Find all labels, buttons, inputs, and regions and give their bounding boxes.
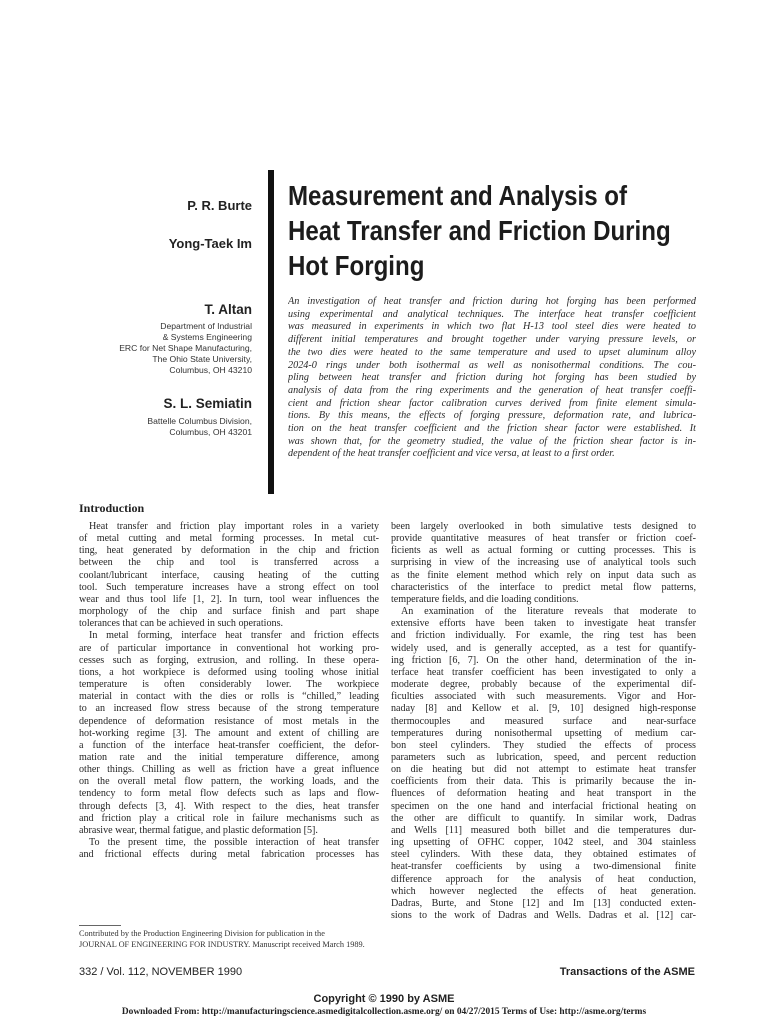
body-column-left [79,521,379,861]
body-line: through defects [3, 4]. With respect to the dies, heat transfer [79,800,379,812]
affiliation-line: Columbus, OH 43210 [169,365,252,375]
body-line: between the chip and tool is transferred across a [79,557,379,569]
body-line: ing friction [6, 7]. On the other hand, determination of the in- [391,654,696,666]
title-line: Measurement and Analysis of [288,180,628,211]
abstract-line: cient and friction shear factor calibration curves derived from finite element simula- [288,397,696,409]
body-line: dependence of deformation resistance of most metals in the [79,715,379,727]
body-line: ting, heat generated by deformation in the chip and friction [79,545,379,557]
author-im: Yong-Taek Im [168,236,252,251]
body-line: temperatures during nonisothermal upsetting of medium car- [391,727,696,739]
body-line: difference approach for the analysis of heat conduction, [391,873,696,885]
abstract-line: tions. By this means, the effects of forging pressure, deformation rate, and lubrica- [288,410,696,422]
abstract-line: was measured in experiments in which two flat H-13 tool steel dies were heated to [288,321,696,333]
body-line: An examination of the literature reveals that moderate to [401,606,696,618]
abstract-line: the two dies were heated to the same temperature and used to upset aluminum alloy [288,346,696,358]
body-line: to an increased flow stress because of the strong temperature [79,703,379,715]
title-line: Hot Forging [288,250,425,281]
body-line: ficients as well as actual forming or cutting processes. This is [391,545,696,557]
affiliation-semiatin [147,416,252,438]
abstract-line: tion on the heat transfer coefficient and the friction shear factor were established. It [288,423,696,435]
body-line: and Wells [11] measured both billet and die temperatures dur- [391,824,696,836]
body-line: Dadras, Burte, and Stone [12] and Im [13] conducted exten- [391,897,696,909]
body-line: and frictional effects during metal fabrication processes has [79,849,379,861]
body-line: abrasive wear, thermal fatigue, and plastic deformation [5]. [79,824,318,836]
affiliation-line: & Systems Engineering [162,332,252,342]
body-line: and friction individually. For examle, the ring test has been [391,630,696,642]
body-line: fluences of deformation heating and heat transport in the [391,788,696,800]
body-line: surprising in view of the increasing use of analytical tools such [391,557,696,569]
abstract-line: analysis of data from the ring experiments and the generation of heat transfer coeffi- [288,384,696,396]
body-line: cesses such as forging, extrusion, and rolling. In these opera- [79,654,379,666]
download-notice: Downloaded From: http://manufacturingscience.asmedigitalcollection.asme.org/ on 04/27/2015 Terms of Use: http://asme.org/terms [121,1007,647,1017]
body-line: steel cylinders. With these data, they obtained estimates of [391,849,696,861]
body-line: coefficients from their data. This is primarily because the in- [391,776,696,788]
body-line: the other are difficult to quantify. In similar work, Dadras [391,812,696,824]
abstract-line: 2024-0 rings under both isothermal as well as nonisothermal conditions. The cou- [288,359,696,371]
author-burte: P. R. Burte [187,198,252,213]
body-line: ing upsetting of OFHC copper, 1042 steel, and 304 stainless [391,837,696,849]
journal-name: Transactions of the ASME [559,966,695,978]
body-line: on die heating but did not attempt to estimate heat transfer [391,764,696,776]
body-line: hot-working regime [3]. The amount and extent of chilling are [79,727,379,739]
body-line: tendency to form metal flow defects such as laps and flow- [79,788,379,800]
body-line: other things. Chilling as well as friction have a great influence [79,764,379,776]
title-line: Heat Transfer and Friction During [288,215,671,246]
body-line: In metal forming, interface heat transfer and friction effects [89,630,379,642]
body-line: temperature is often considerably lower. The workpiece [79,679,379,691]
body-line: tions, a hot workpiece is deformed using tooling whose initial [79,666,379,678]
body-line: on the overall metal flow pattern, the working loads, and the [79,776,379,788]
affiliation-line: Columbus, OH 43201 [169,427,252,437]
body-line: coolant/lubricant interface, causing heating of the cutting [79,569,379,581]
body-line: Heat transfer and friction play important roles in a variety [89,521,379,532]
body-line: tool. Such temperature increases have a strong effect on tool [79,581,379,593]
body-line: and friction play a critical role in failure mechanisms such as [79,812,379,824]
footnote-rule [79,925,121,926]
abstract-line: dependent of the heat transfer coefficient and vice versa, at least to a first order. [288,448,615,460]
abstract-line: was shown that, for the geometry studied, the value of the friction shear factor is in- [288,435,696,447]
abstract-line: pling between heat transfer and friction during hot forging has been studied by [288,372,696,384]
body-line: mation rate and the initial temperature difference, among [79,751,379,763]
body-line: wear and thus tool life [1, 2]. In turn, tool wear influences the [79,593,379,605]
body-line: temperature fields, and die loading conditions. [391,593,579,605]
abstract-line: An investigation of heat transfer and friction during hot forging has been performed [288,296,696,307]
affiliation-line: The Ohio State University, [152,354,252,364]
body-line: naday [8] and Kellow et al. [9, 10] designed high-response [391,703,696,715]
footnote-line: Contributed by the Production Engineering Division for publication in the [79,929,325,938]
body-line: are of particular importance in conventional hot working pro- [79,642,379,654]
abstract-line: using experimental and analytical techniques. The interface heat transfer coefficient [288,308,696,320]
body-line: heat-transfer coefficients by using a two-dimensional finite [391,861,696,873]
body-line: specimen on the one hand and interfacial frictional heating on [391,800,696,812]
affiliation-line: Department of Industrial [160,321,252,331]
body-column-right [391,521,696,922]
footnote-line: JOURNAL OF ENGINEERING FOR INDUSTRY. Manuscript received March 1989. [79,940,365,949]
body-line: To the present time, the possible interaction of heat transfer [89,837,379,849]
footnote [79,928,379,950]
abstract [288,296,696,461]
copyright-notice: Copyright © 1990 by ASME [313,993,455,1005]
affiliation-line: ERC for Net Shape Manufacturing, [119,343,252,353]
author-altan: T. Altan [204,302,252,317]
affiliation-line: Battelle Columbus Division, [147,416,252,426]
page-number-volume: 332 / Vol. 112, NOVEMBER 1990 [79,966,243,978]
author-semiatin: S. L. Semiatin [163,396,252,411]
body-line: moderate degree, probably because of the experimental dif- [391,679,696,691]
body-line: extensive efforts have been taken to investigate heat transfer [391,618,696,630]
body-line: sions to the work of Dadras and Wells. Dadras et al. [12] car- [391,910,696,921]
body-line: of metal cutting and metal forming processes. In metal cut- [79,533,379,545]
body-line: characteristics of the interface to predict metal flow patterns, [391,581,696,593]
section-heading: Introduction [79,501,145,515]
paper-title [288,178,671,283]
title-rule [268,170,274,494]
body-line: parameters such as lubrication, speed, and percent reduction [391,751,696,763]
body-line: provide quantitative measures of heat transfer or friction coef- [391,533,696,545]
body-line: morphology of the chip and surface finish and part shape [79,606,379,618]
body-line: thermocouples and measured surface and near-surface [391,715,696,727]
body-line: a function of the interface heat-transfer coefficient, the defor- [79,739,379,751]
body-line: which however neglected the effects of heat generation. [391,885,696,897]
body-line: material in contact with the dies or rolls is “chilled,” leading [79,691,379,703]
abstract-line: different initial temperatures and brought together under varying pressure levels, or [288,334,696,346]
body-line: bon steel cylinders. They studied the effects of process [391,739,696,751]
body-line: terface heat transfer coefficient has been investigated to only a [391,666,696,678]
body-line: as the finite element method which rely on input data such as [391,569,696,581]
body-line: widely used, and is generally accepted, as a test for quantify- [391,642,696,654]
body-line: been largely overlooked in both simulative tests designed to [391,521,696,532]
affiliation-altan [119,321,252,376]
body-line: tolerances that can be achieved in such operations. [79,618,284,630]
body-line: ficulties associated with such measurements. Vigor and Hor- [391,691,696,703]
